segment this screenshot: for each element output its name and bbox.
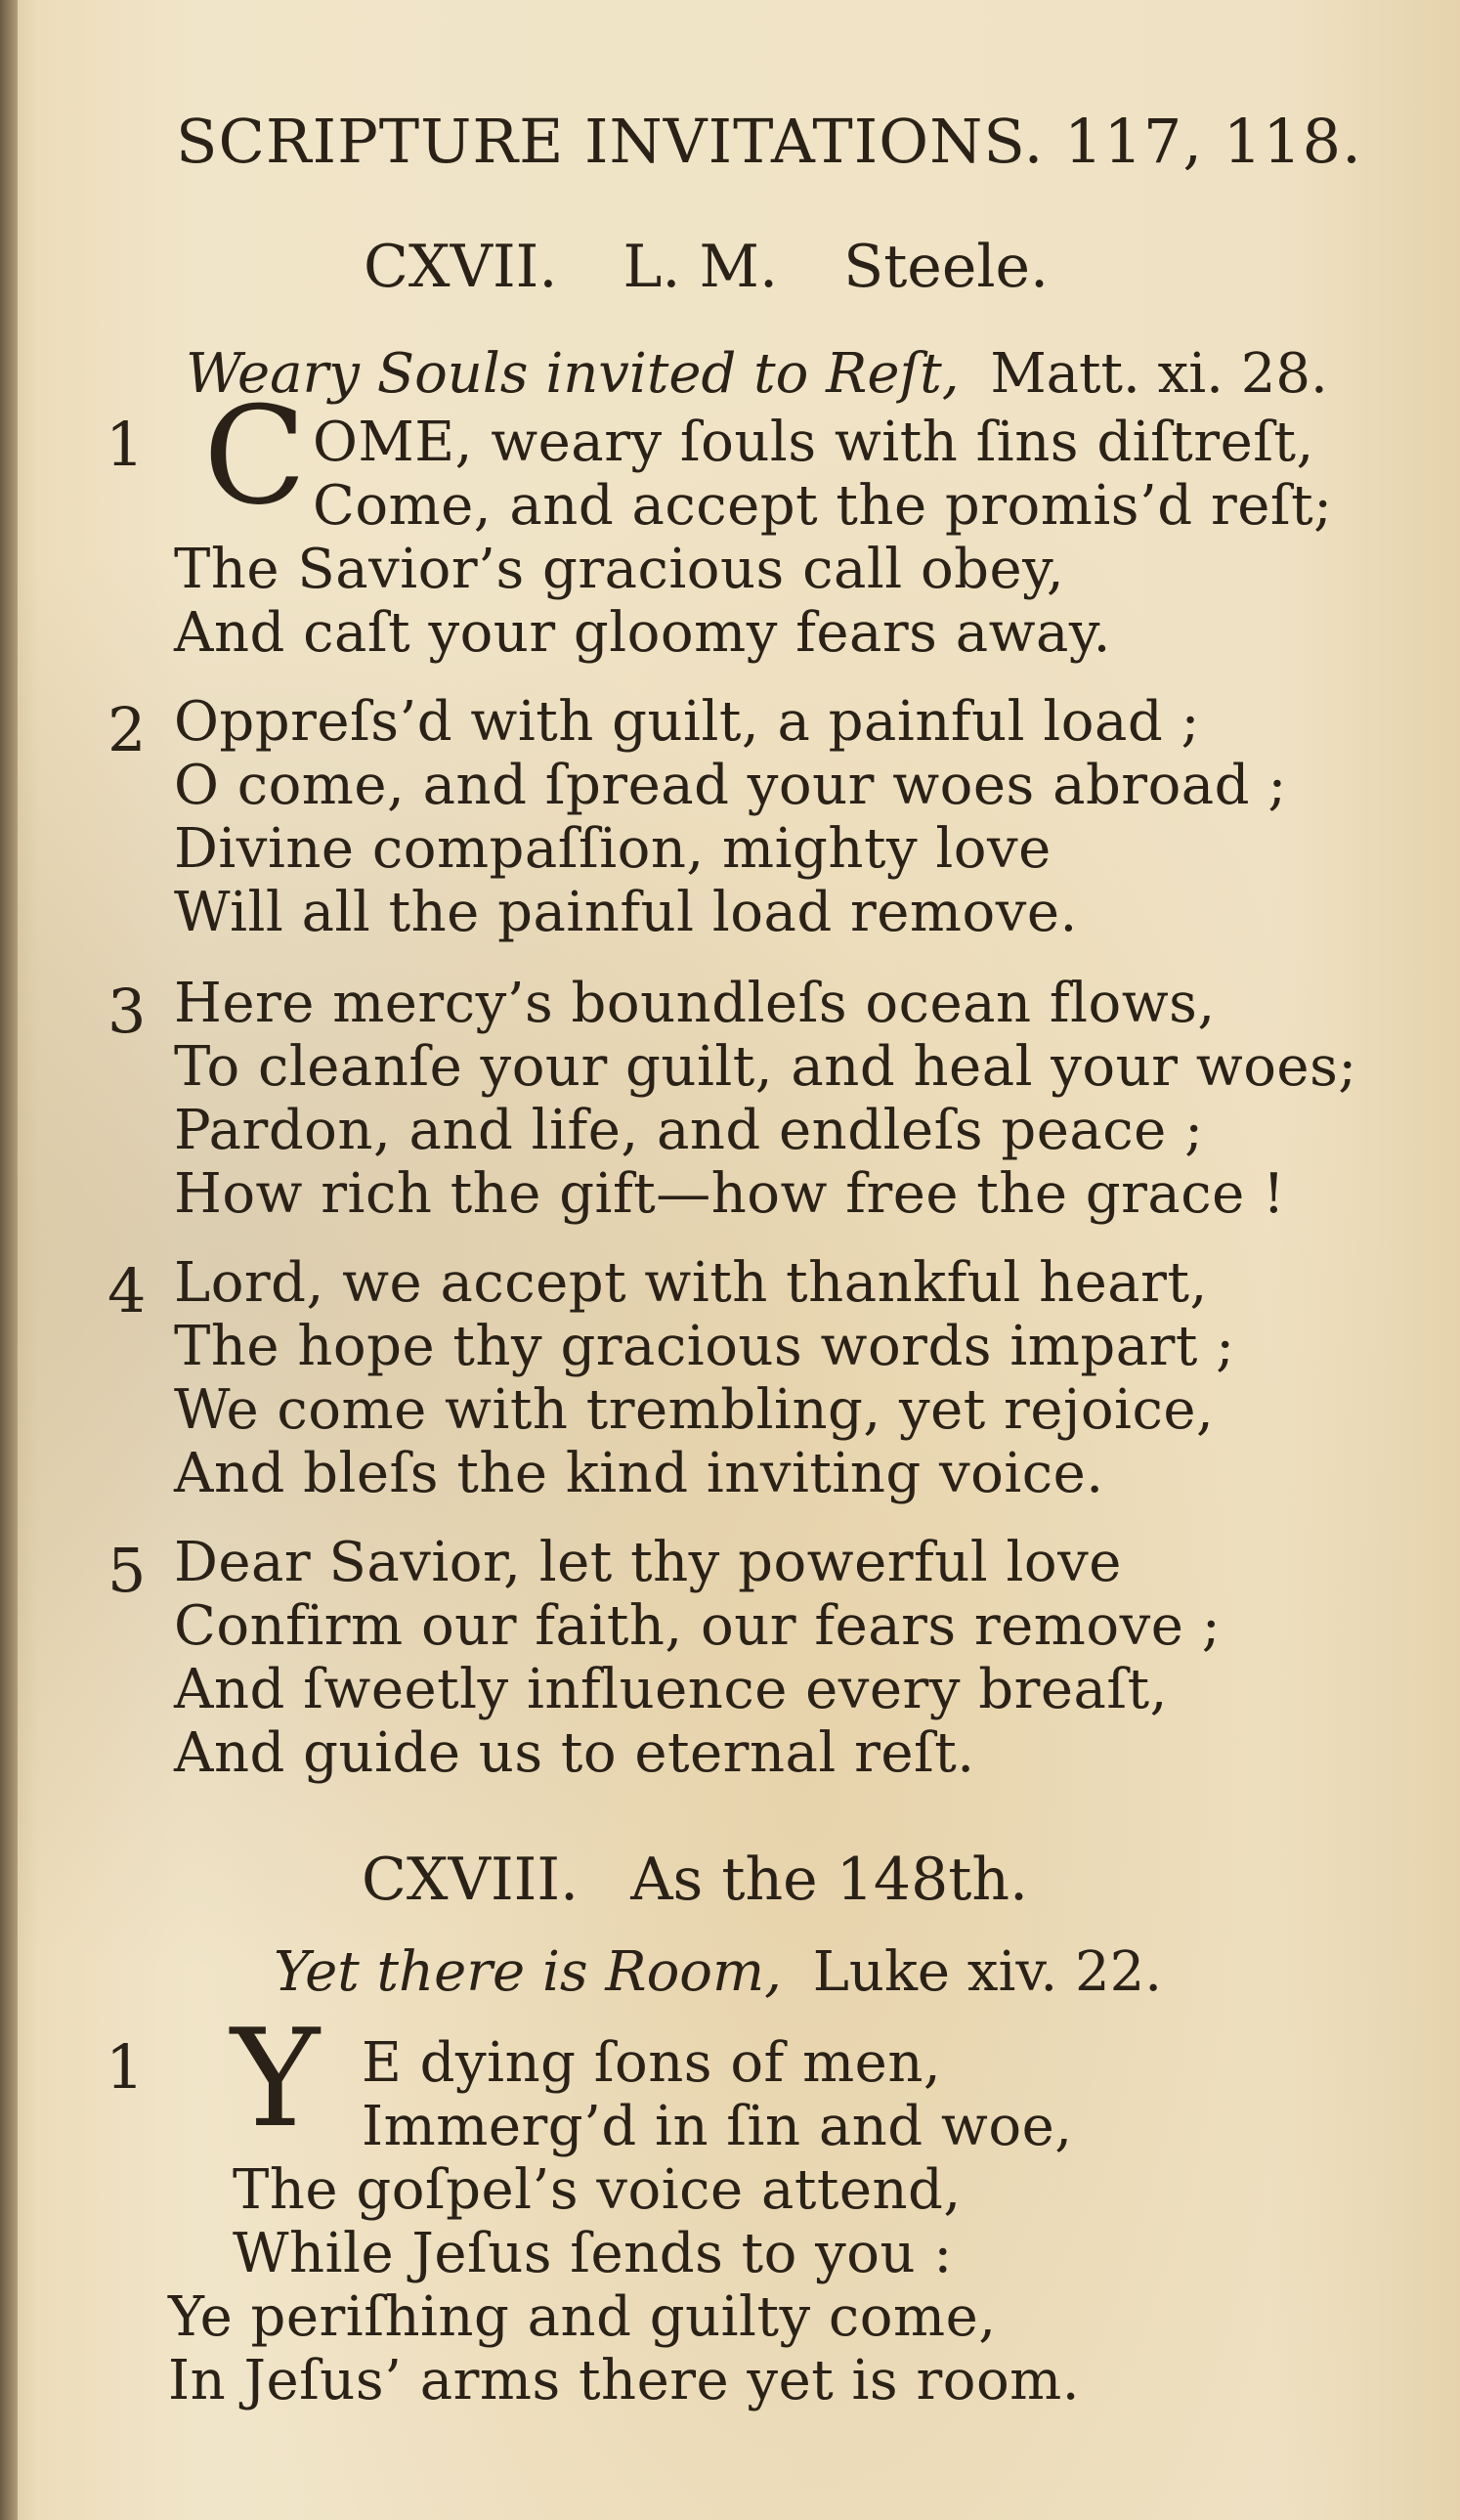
hymn-line: Confirm our faith, our fears remove ; bbox=[174, 1594, 1222, 1658]
page-gutter bbox=[0, 0, 18, 2520]
verse-number: 5 bbox=[107, 1535, 147, 1606]
verse-number: 1 bbox=[106, 2031, 145, 2103]
hymn-line: The Savior’s gracious call obey, bbox=[174, 538, 1065, 601]
hymn-117-scripture-ref: Matt. xi. 28. bbox=[990, 342, 1328, 406]
drop-cap: Y bbox=[231, 2000, 321, 2157]
hymn-line: Immerg’d in ſin and woe, bbox=[362, 2095, 1073, 2158]
hymn-line: And ſweetly influence every breaſt, bbox=[174, 1658, 1168, 1721]
running-header: SCRIPTURE INVITATIONS. 117, 118. bbox=[176, 106, 1362, 177]
verse-number: 3 bbox=[107, 976, 147, 1047]
hymn-line: Will all the painful load remove. bbox=[174, 881, 1078, 944]
hymn-line: Lord, we accept with thankful heart, bbox=[174, 1251, 1208, 1315]
verse-number: 4 bbox=[107, 1255, 147, 1326]
hymn-line: Come, and accept the promis’d reſt; bbox=[313, 474, 1333, 538]
hymn-line: While Jeſus ſends to you : bbox=[233, 2222, 953, 2285]
hymn-line: Here mercy’s boundleſs ocean flows, bbox=[174, 972, 1216, 1035]
hymn-118-number: CXVIII. bbox=[362, 1846, 580, 1914]
hymn-line: Dear Savior, let thy powerful love bbox=[174, 1531, 1122, 1594]
hymn-117-number: CXVII. bbox=[364, 233, 558, 301]
hymn-117-author: Steele. bbox=[843, 233, 1050, 301]
hymn-line: Oppreſs’d with guilt, a painful load ; bbox=[174, 690, 1200, 754]
hymn-line: Pardon, and life, and endleſs peace ; bbox=[174, 1099, 1204, 1162]
drop-cap: C bbox=[203, 377, 307, 535]
hymn-line: The goſpel’s voice attend, bbox=[233, 2158, 962, 2222]
hymn-line: To cleanſe your guilt, and heal your woes; bbox=[174, 1035, 1357, 1099]
verse-number: 1 bbox=[106, 409, 145, 480]
hymn-118-scripture-ref: Luke xiv. 22. bbox=[812, 1940, 1163, 2004]
hymn-line: Ye periſhing and guilty come, bbox=[168, 2285, 997, 2349]
hymn-line: And guide us to eternal reſt. bbox=[174, 1721, 975, 1785]
hymn-117-subtitle bbox=[186, 342, 1328, 406]
hymn-line: The hope thy gracious words impart ; bbox=[174, 1315, 1235, 1378]
hymn-118-subtitle bbox=[274, 1940, 1162, 2004]
hymn-117-heading bbox=[364, 233, 1049, 301]
hymn-117-meter: L. M. bbox=[623, 233, 779, 301]
hymn-line: OME, weary ſouls with ſins diſtreſt, bbox=[313, 411, 1314, 474]
hymn-118-meter: As the 148th. bbox=[630, 1846, 1029, 1914]
hymn-118-heading bbox=[362, 1846, 1028, 1914]
hymn-118-subtitle-title: Yet there is Room, bbox=[274, 1940, 782, 2004]
hymn-line: We come with trembling, yet rejoice, bbox=[174, 1378, 1215, 1442]
hymn-line: In Jeſus’ arms there yet is room. bbox=[168, 2349, 1081, 2412]
verse-number: 2 bbox=[107, 694, 147, 765]
hymn-line: Divine compaſſion, mighty love bbox=[174, 817, 1052, 881]
hymn-line: E dying ſons of men, bbox=[362, 2031, 942, 2095]
hymn-line: And bleſs the kind inviting voice. bbox=[174, 1442, 1104, 1505]
hymn-line: O come, and ſpread your woes abroad ; bbox=[174, 754, 1287, 817]
hymn-line: How rich the gift—how free the grace ! bbox=[174, 1162, 1286, 1226]
hymn-117-subtitle-title: Weary Souls invited to Reſt, bbox=[186, 342, 960, 406]
hymn-line: And caſt your gloomy fears away. bbox=[174, 601, 1111, 665]
